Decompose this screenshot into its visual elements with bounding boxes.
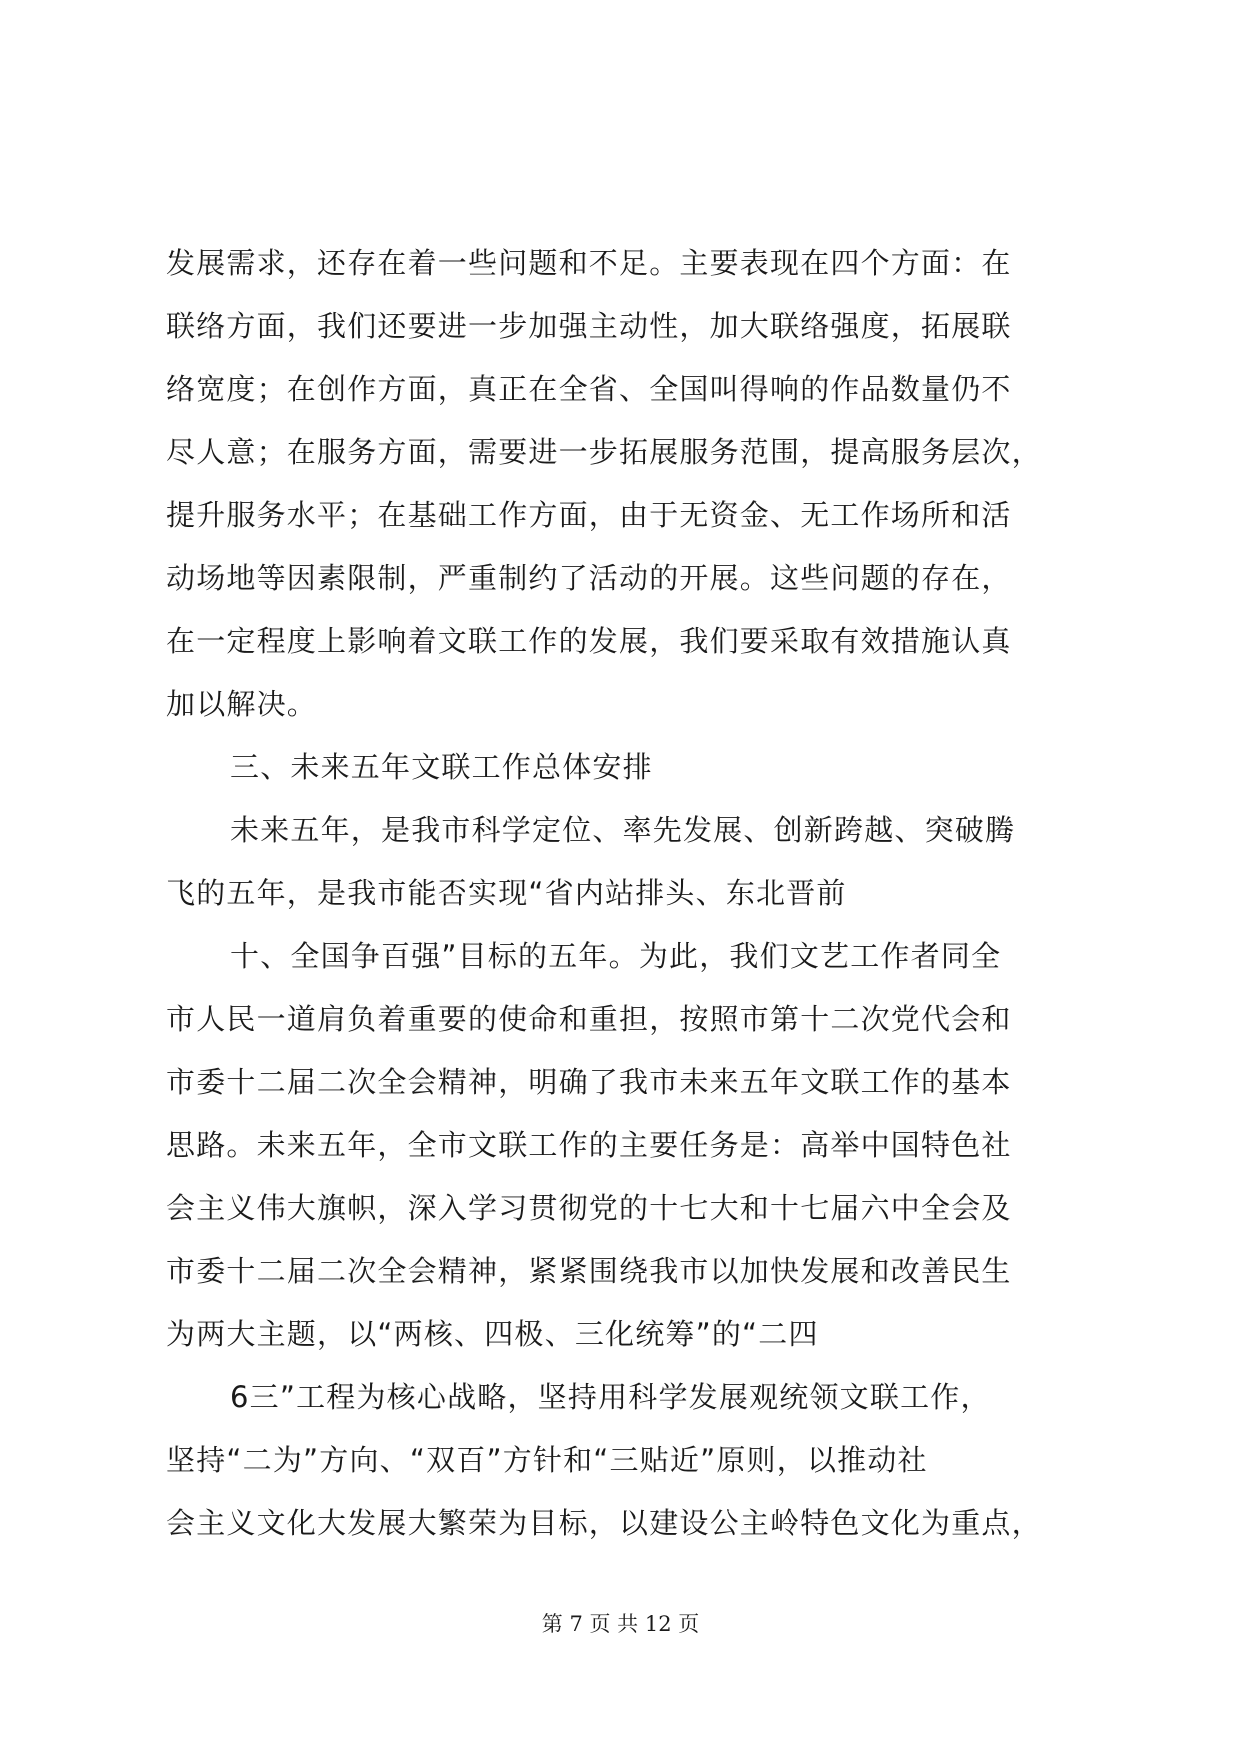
text-line: 6三”工程为核心战略，坚持用科学发展观统领文联工作， [230,1380,991,1414]
text-line: 会主义伟大旗帜，深入学习贯彻党的十七大和十七届六中全会及 [166,1191,1012,1225]
section-heading: 三、未来五年文联工作总体安排 [230,750,653,784]
text-line: 市委十二届二次全会精神，明确了我市未来五年文联工作的基本 [166,1065,1012,1099]
text-line: 十、全国争百强”目标的五年。为此，我们文艺工作者同全 [230,939,1002,973]
text-line: 加以解决。 [166,687,318,721]
text-line: 坚持“二为”方向、“双百”方针和“三贴近”原则，以推动社 [166,1443,928,1477]
text-line: 发展需求，还存在着一些问题和不足。主要表现在四个方面：在 [166,246,1012,280]
text-line: 动场地等因素限制，严重制约了活动的开展。这些问题的存在， [166,561,1012,595]
text-line: 尽人意；在服务方面，需要进一步拓展服务范围，提高服务层次， [166,435,1042,469]
text-line: 在一定程度上影响着文联工作的发展，我们要采取有效措施认真 [166,624,1012,658]
text-line: 思路。未来五年，全市文联工作的主要任务是：高举中国特色社 [166,1128,1012,1162]
document-body [166,232,1086,1555]
page-number-footer: 第 7 页 共 12 页 [541,1612,700,1636]
text-line: 联络方面，我们还要进一步加强主动性，加大联络强度，拓展联 [166,309,1012,343]
text-line: 未来五年，是我市科学定位、率先发展、创新跨越、突破腾 [230,813,1016,847]
text-line: 会主义文化大发展大繁荣为目标，以建设公主岭特色文化为重点， [166,1506,1042,1540]
text-line: 提升服务水平；在基础工作方面，由于无资金、无工作场所和活 [166,498,1012,532]
text-line: 市委十二届二次全会精神，紧紧围绕我市以加快发展和改善民生 [166,1254,1012,1288]
text-line: 为两大主题，以“两核、四极、三化统筹”的“二四 [166,1317,819,1351]
text-line: 络宽度；在创作方面，真正在全省、全国叫得响的作品数量仍不 [166,372,1012,406]
text-line: 市人民一道肩负着重要的使命和重担，按照市第十二次党代会和 [166,1002,1012,1036]
text-line: 飞的五年，是我市能否实现“省内站排头、东北晋前 [166,876,847,910]
